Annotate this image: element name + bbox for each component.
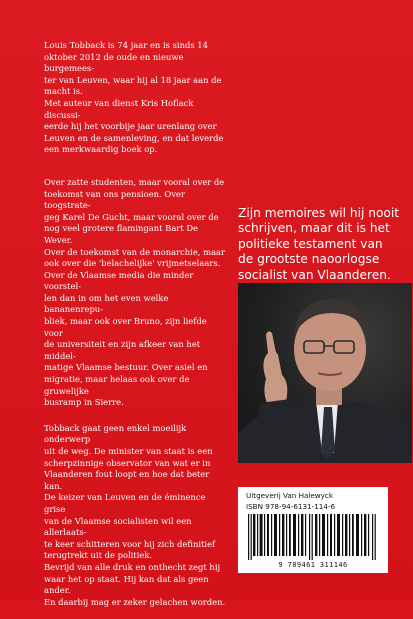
blurb-paragraph-1 (44, 40, 226, 156)
text-line: nog veel grotere flamingant Bart De Wever. (44, 223, 199, 245)
text-line: Met auteur van dienst Kris Hoflack discussi- (44, 97, 194, 120)
isbn-number: ISBN 978-94-6131-114-6 (246, 502, 336, 511)
text-line: busramp in Sierre. (44, 397, 124, 408)
text-line: scherpzinnige observator van wat er in (44, 457, 211, 468)
text-line: migratie, maar helaas ook over de gruwelijke (44, 374, 190, 396)
text-line: ter van Leuven, waar hij al 18 jaar aan de (44, 74, 222, 85)
text-line: Over de toekomst van de monarchie, maar (44, 246, 226, 257)
publisher-name: Uitgeverij Van Halewyck (246, 491, 334, 500)
text-line: bliek, maar ook over Bruno, zijn liefde voor (44, 316, 207, 338)
text-line: uit de weg. De minister van staat is een (44, 446, 213, 456)
text-line: matige Vlaamse bestuur. Over asiel en (44, 362, 208, 373)
text-line: Vlaanderen fout loopt en hoe dat beter kan. (44, 469, 210, 491)
text-line: Louis Tobback is 74 jaar en is sinds 14 (44, 40, 208, 50)
text-line: toekomst van ons pensioen. Over toogstrate- (44, 188, 185, 211)
quote-line: schrijven, maar dit is het (238, 221, 390, 236)
text-line: Tobback gaat geen enkel moeilijk onderwerp (44, 422, 187, 445)
barcode-digits: 9 789461 311146 (278, 561, 348, 569)
author-portrait-photo (238, 283, 412, 463)
barcode-label (238, 487, 388, 573)
text-line: Bevrijd van alle druk en onthecht zegt hij (44, 561, 221, 572)
pull-quote (238, 206, 406, 283)
text-line: de universiteit en zijn afkeer van het middel- (44, 339, 201, 361)
text-line: macht is. (44, 86, 83, 97)
quote-line: de grootste naoorlogse (238, 252, 380, 267)
text-line: Over zatte studenten, maar vooral over de (44, 176, 225, 187)
quote-line: socialist van Vlaanderen. (238, 267, 391, 282)
blurb-column (44, 40, 226, 619)
portrait-illustration (238, 283, 412, 463)
text-line: waar het op staat. Hij kan dat als geen ander. (44, 573, 209, 596)
text-line: En daarbij mag er zeker gelachen worden. (44, 596, 226, 607)
text-line: ook over die 'belachelijke' vrijmetselaars. (44, 258, 221, 269)
text-line: len dan in om het even welke bananenrepu- (44, 292, 169, 315)
quote-line: Zijn memoires wil hij nooit (238, 206, 400, 220)
text-line: terugtrekt uit de politiek. (44, 550, 153, 561)
text-line: te keer schitteren voor hij zich definitief (44, 538, 216, 549)
quote-line: politieke testament van (238, 236, 383, 251)
text-line: Over de Vlaamse media die minder voorstel- (44, 269, 194, 292)
barcode-bars (244, 514, 382, 560)
blurb-paragraph-3 (44, 423, 226, 609)
text-line: oktober 2012 de oude en nieuwe burgemees- (44, 51, 184, 74)
text-line: eerde hij het voorbije jaar urenlang over (44, 121, 217, 132)
text-line: De keizer van Leuven en de éminence grise (44, 492, 206, 514)
blurb-paragraph-2 (44, 177, 226, 409)
text-line: geg Karel De Gucht, maar vooral over de (44, 211, 219, 222)
text-line: een merkwaardig boek op. (44, 144, 158, 155)
text-line: van de Vlaamse socialisten wil een allerlaats- (44, 515, 192, 538)
text-line: Leuven en de samenleving, en dat leverde (44, 132, 224, 143)
